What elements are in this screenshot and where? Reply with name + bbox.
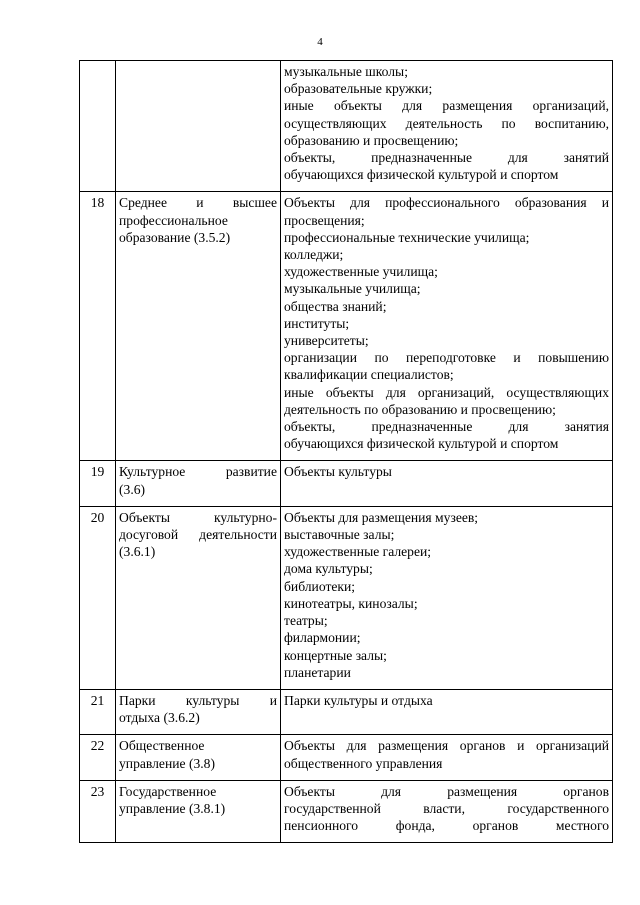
permitted-object-line: просвещения; xyxy=(284,212,365,228)
row-number: 23 xyxy=(80,780,116,843)
table-row xyxy=(80,780,613,843)
row-number: 19 xyxy=(80,461,116,506)
row-number: 20 xyxy=(80,506,116,689)
land-use-type xyxy=(116,61,281,192)
permitted-object-line: общественного управления xyxy=(284,755,443,771)
permitted-object-line: государственной власти, государственного xyxy=(284,800,609,816)
land-use-type-line: досуговой деятельности xyxy=(119,527,277,543)
permitted-object-line: иные объекты для организаций, осуществляющих xyxy=(284,384,609,400)
permitted-object-line: музыкальные школы; xyxy=(284,64,408,79)
permitted-objects xyxy=(281,461,613,506)
permitted-object-line: концертные залы; xyxy=(284,647,387,663)
land-use-type-line: (3.6.1) xyxy=(119,544,156,560)
land-use-type-line: Культурное развитие xyxy=(119,464,277,480)
row-number: 21 xyxy=(80,689,116,734)
permitted-objects xyxy=(281,780,613,843)
permitted-object-line: кинотеатры, кинозалы; xyxy=(284,595,418,611)
land-use-type-line: управление (3.8.1) xyxy=(119,800,226,816)
permitted-object-line: объекты, предназначенные для занятий xyxy=(284,150,609,166)
land-use-type xyxy=(116,780,281,843)
land-use-type xyxy=(116,192,281,461)
permitted-object-line: выставочные залы; xyxy=(284,527,395,543)
land-use-type xyxy=(116,689,281,734)
land-use-type xyxy=(116,461,281,506)
land-use-table xyxy=(79,60,613,843)
table-row xyxy=(80,192,613,461)
land-use-type xyxy=(116,506,281,689)
permitted-object-line: колледжи; xyxy=(284,247,344,263)
permitted-object-line: обучающихся физической культурой и спортом xyxy=(284,167,559,183)
land-use-type-line: Парки культуры и xyxy=(119,692,277,708)
table-row xyxy=(80,506,613,689)
land-use-type-line: (3.6) xyxy=(119,481,146,497)
permitted-object-line: филармонии; xyxy=(284,630,361,646)
land-use-type-line: отдыха (3.6.2) xyxy=(119,710,200,726)
land-use-type-line: Общественное xyxy=(119,738,205,754)
permitted-objects xyxy=(281,689,613,734)
permitted-objects xyxy=(281,735,613,780)
permitted-objects xyxy=(281,61,613,192)
permitted-object-line: организации по переподготовке и повышению xyxy=(284,350,609,366)
permitted-objects xyxy=(281,506,613,689)
row-number: 22 xyxy=(80,735,116,780)
permitted-object-line: институты; xyxy=(284,315,350,331)
table-row xyxy=(80,689,613,734)
permitted-object-line: квалификации специалистов; xyxy=(284,367,454,383)
permitted-object-line: библиотеки; xyxy=(284,578,356,594)
permitted-object-line: Объекты для размещения музеев; xyxy=(284,509,479,525)
permitted-object-line: образовательные кружки; xyxy=(284,81,433,97)
permitted-object-line: музыкальные училища; xyxy=(284,281,421,297)
permitted-object-line: объекты, предназначенные для занятия xyxy=(284,419,609,435)
permitted-object-line: осуществляющих деятельность по воспитанию, xyxy=(284,115,609,131)
permitted-object-line: театры; xyxy=(284,613,328,629)
permitted-object-line: планетарии xyxy=(284,664,351,680)
land-use-type-line: управление (3.8) xyxy=(119,755,215,771)
table-row xyxy=(80,61,613,192)
permitted-object-line: художественные училища; xyxy=(284,264,438,280)
page-number: 4 xyxy=(317,36,323,48)
permitted-object-line: Парки культуры и отдыха xyxy=(284,692,433,708)
permitted-objects xyxy=(281,192,613,461)
permitted-object-line: общества знаний; xyxy=(284,298,387,314)
row-number xyxy=(80,61,116,192)
table-row xyxy=(80,735,613,780)
permitted-object-line: Объекты культуры xyxy=(284,464,392,480)
land-use-type-line: Государственное xyxy=(119,783,217,799)
land-use-type-line: образование (3.5.2) xyxy=(119,229,231,245)
row-number: 18 xyxy=(80,192,116,461)
permitted-object-line: художественные галереи; xyxy=(284,544,432,560)
land-use-type-line: Объекты культурно- xyxy=(119,509,277,525)
permitted-object-line: Объекты для размещения органов xyxy=(284,783,609,799)
land-use-type-line: профессиональное xyxy=(119,212,228,228)
permitted-object-line: образованию и просвещению; xyxy=(284,132,459,148)
permitted-object-line: пенсионного фонда, органов местного xyxy=(284,818,609,834)
permitted-object-line: иные объекты для размещения организаций, xyxy=(284,98,609,114)
permitted-object-line: профессиональные технические училища; xyxy=(284,229,530,245)
permitted-object-line: дома культуры; xyxy=(284,561,373,577)
permitted-object-line: Объекты для размещения органов и организаций xyxy=(284,738,609,754)
table-row xyxy=(80,461,613,506)
table-body xyxy=(80,61,613,843)
land-use-type xyxy=(116,735,281,780)
permitted-object-line: Объекты для профессионального образования и xyxy=(284,195,609,211)
land-use-type-line: Среднее и высшее xyxy=(119,195,277,211)
permitted-object-line: обучающихся физической культурой и спортом xyxy=(284,436,559,452)
permitted-object-line: деятельность по образованию и просвещению; xyxy=(284,401,556,417)
permitted-object-line: университеты; xyxy=(284,333,369,349)
